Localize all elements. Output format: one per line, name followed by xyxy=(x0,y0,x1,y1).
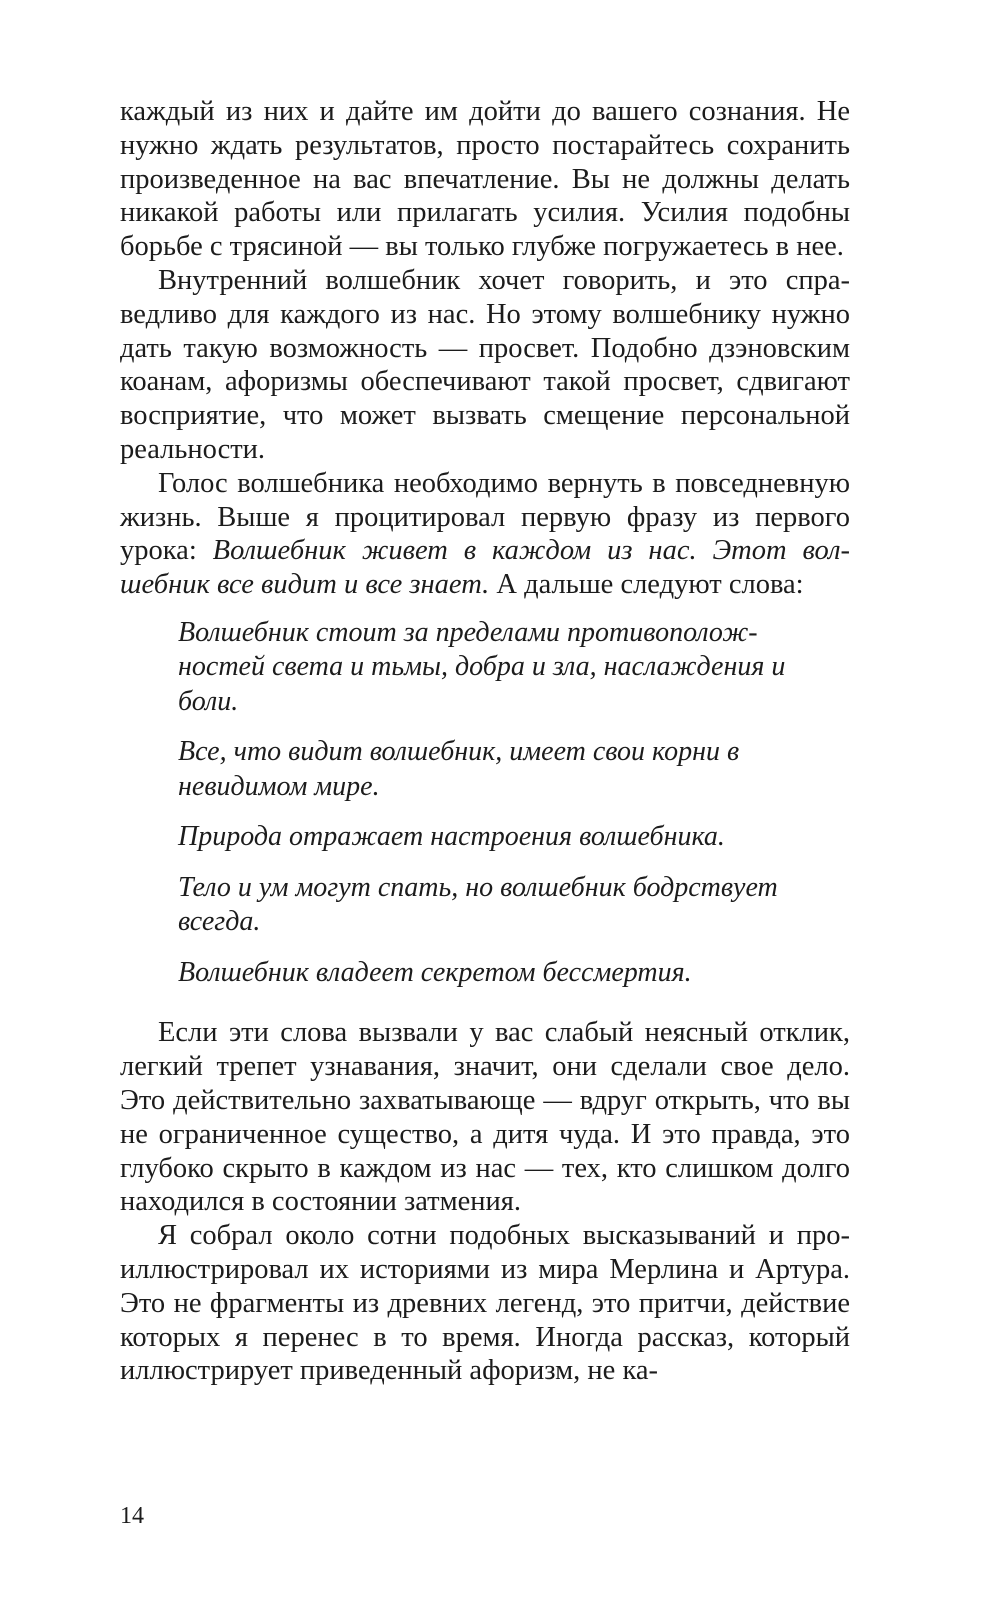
quote-block xyxy=(120,616,850,991)
page-body xyxy=(120,95,850,1388)
paragraph-wizard-voice-start: Голос волшебника необходимо вернуть в повседневную жизнь. Выше я процитировал первую фразу из первого урока: xyxy=(120,467,850,567)
paragraph-inner-wizard: Внутренний волшебник хочет говорить, и это справедливо для каждого из нас. Но этому волшебнику нужно дать такую возможность — просвет. Подобно дзэновским коанам, афоризмы обеспечивают такой просвет, сдвигают восприятие, что может вызвать смещение персональной реальности. xyxy=(120,264,850,465)
paragraph-collection: Я собрал около сотни подобных высказываний и проиллюстрировал их историями из мира Мерлина и Артура. Это не фрагменты из древних легенд, это притчи, действие которых я перенес в то время. Иногда рассказ, который иллюстрирует приведенный афоризм, не ка- xyxy=(120,1220,850,1387)
quote-item: Волшебник стоит за пределами противоположностей света и тьмы, добра и зла, наслаждения и боли. xyxy=(178,616,786,717)
paragraph-response: Если эти слова вызвали у вас слабый неясный отклик, легкий трепет узнавания, значит, они сделали свое дело. Это действительно захватывающе — вдруг открыть, что вы не ограниченное существо, а дитя чуда. И это правда, это глубоко скрыто в каждом из нас — тех, кто слишком долго находился в состоянии затмения. xyxy=(120,1017,850,1218)
paragraph-wizard-voice-italic: Волшебник живет в каждом из нас. Этот волшебник все видит и все знает. xyxy=(120,535,850,601)
page-number: 14 xyxy=(120,1503,144,1529)
paragraph-continuation: каждый из них и дайте им дойти до вашего сознания. Не нужно ждать результатов, просто постарайтесь сохранить произведенное на вас впечатление. Вы не должны делать никакой работы или прилагать усилия. Усилия подобны борьбе с трясиной — вы только глубже погружаетесь в нее. xyxy=(120,96,850,263)
quote-item: Природа отражает настроения волшебника. xyxy=(178,821,725,853)
paragraph-wizard-voice-end: А дальше следуют слова: xyxy=(489,569,804,601)
quote-item: Все, что видит волшебник, имеет свои корни в невидимом мире. xyxy=(178,736,740,802)
quote-item: Волшебник владеет секретом бессмертия. xyxy=(178,956,692,988)
quote-item: Тело и ум могут спать, но волшебник бодрствует всегда. xyxy=(178,871,778,938)
paragraph-wizard-voice xyxy=(120,467,850,602)
